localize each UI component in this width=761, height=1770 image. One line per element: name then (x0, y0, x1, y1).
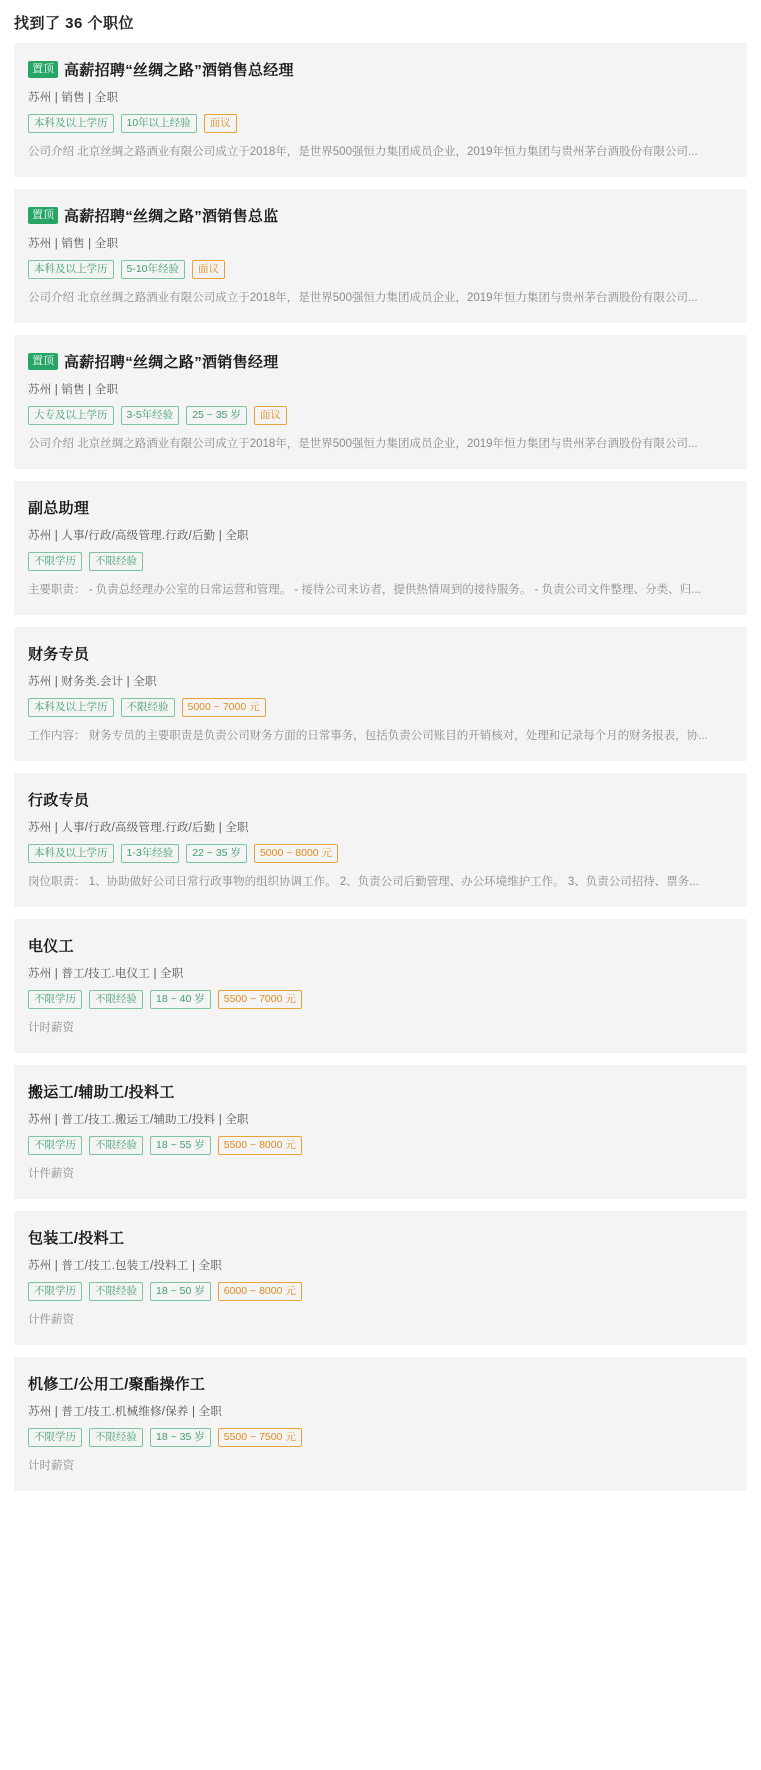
job-title-row (28, 789, 733, 810)
job-card[interactable] (14, 335, 747, 469)
job-list (0, 43, 761, 1491)
job-card[interactable] (14, 189, 747, 323)
job-tag: 本科及以上学历 (28, 698, 114, 717)
job-tag: 3-5年经验 (121, 406, 180, 425)
job-title-row (28, 1081, 733, 1102)
job-description: 主要职责： - 负责总经理办公室的日常运营和管理。 - 接待公司来访者，提供热情周到的接待服务。 - 负责公司文件整理、分类、归... (28, 584, 701, 596)
job-card[interactable] (14, 1357, 747, 1491)
job-title-row (28, 1227, 733, 1248)
job-tag: 不限经验 (89, 990, 143, 1009)
job-tag: 不限经验 (89, 552, 143, 571)
job-tag-row (28, 698, 733, 717)
job-meta: 苏州 | 销售 | 全职 (28, 238, 119, 250)
job-card[interactable] (14, 43, 747, 177)
job-tag-row (28, 1136, 733, 1155)
job-meta: 苏州 | 普工/技工.包装工/投料工 | 全职 (28, 1260, 222, 1272)
job-title[interactable]: 电仪工 (28, 938, 74, 955)
job-tag: 25 ~ 35 岁 (186, 406, 247, 425)
job-tag: 大专及以上学历 (28, 406, 114, 425)
job-description: 计时薪资 (28, 1460, 74, 1472)
job-description: 公司介绍 北京丝绸之路酒业有限公司成立于2018年，是世界500强恒力集团成员企业，2019年恒力集团与贵州茅台酒股份有限公司... (28, 292, 698, 304)
job-card[interactable] (14, 627, 747, 761)
job-tag: 10年以上经验 (121, 114, 197, 133)
job-meta: 苏州 | 人事/行政/高级管理.行政/后勤 | 全职 (28, 822, 249, 834)
job-tag: 面议 (192, 260, 225, 279)
job-tag: 不限学历 (28, 552, 82, 571)
job-title-row (28, 935, 733, 956)
job-title[interactable]: 高薪招聘“丝绸之路”酒销售总经理 (64, 62, 294, 79)
job-tag: 不限学历 (28, 1282, 82, 1301)
job-tag: 18 ~ 35 岁 (150, 1428, 211, 1447)
job-tag: 不限经验 (121, 698, 175, 717)
job-description: 计件薪资 (28, 1314, 74, 1326)
job-title-row (28, 643, 733, 664)
job-tag: 6000 ~ 8000 元 (218, 1282, 302, 1301)
job-description: 公司介绍 北京丝绸之路酒业有限公司成立于2018年，是世界500强恒力集团成员企业，2019年恒力集团与贵州茅台酒股份有限公司... (28, 438, 698, 450)
job-meta: 苏州 | 普工/技工.电仪工 | 全职 (28, 968, 184, 980)
job-card[interactable] (14, 1065, 747, 1199)
job-tag-row (28, 844, 733, 863)
job-tag: 5-10年经验 (121, 260, 186, 279)
job-tag-row (28, 990, 733, 1009)
job-tag: 18 ~ 55 岁 (150, 1136, 211, 1155)
job-title-row (28, 351, 733, 372)
job-tag: 18 ~ 50 岁 (150, 1282, 211, 1301)
job-tag: 不限经验 (89, 1136, 143, 1155)
job-tag: 本科及以上学历 (28, 114, 114, 133)
job-card[interactable] (14, 919, 747, 1053)
job-title-row (28, 205, 733, 226)
job-tag: 1-3年经验 (121, 844, 180, 863)
job-title[interactable]: 副总助理 (28, 500, 90, 517)
job-tag: 不限学历 (28, 990, 82, 1009)
job-description: 工作内容： 财务专员的主要职责是负责公司财务方面的日常事务，包括负责公司账目的开销核对，处理和记录每个月的财务报表，协... (28, 730, 708, 742)
job-meta: 苏州 | 财务类.会计 | 全职 (28, 676, 157, 688)
job-title[interactable]: 机修工/公用工/聚酯操作工 (28, 1376, 206, 1393)
job-tag: 5000 ~ 8000 元 (254, 844, 338, 863)
job-description: 岗位职责： 1、协助做好公司日常行政事物的组织协调工作。 2、负责公司后勤管理、办公环境维护工作。 3、负责公司招待、票务... (28, 876, 699, 888)
job-tag: 面议 (204, 114, 237, 133)
job-title-row (28, 1373, 733, 1394)
job-card[interactable] (14, 773, 747, 907)
results-count-header: 找到了 36 个职位 (14, 15, 135, 32)
job-tag: 不限经验 (89, 1282, 143, 1301)
job-meta: 苏州 | 销售 | 全职 (28, 92, 119, 104)
job-meta: 苏州 | 普工/技工.搬运工/辅助工/投料 | 全职 (28, 1114, 249, 1126)
job-meta: 苏州 | 人事/行政/高级管理.行政/后勤 | 全职 (28, 530, 249, 542)
job-tag: 5500 ~ 7500 元 (218, 1428, 302, 1447)
job-card[interactable] (14, 481, 747, 615)
job-tag: 不限经验 (89, 1428, 143, 1447)
job-tag: 5000 ~ 7000 元 (182, 698, 266, 717)
pinned-badge: 置顶 (28, 207, 58, 224)
job-tag-row (28, 406, 733, 425)
job-tag: 5500 ~ 8000 元 (218, 1136, 302, 1155)
job-tag: 5500 ~ 7000 元 (218, 990, 302, 1009)
job-tag: 不限学历 (28, 1428, 82, 1447)
job-tag-row (28, 1282, 733, 1301)
job-tag: 本科及以上学历 (28, 260, 114, 279)
job-description: 计时薪资 (28, 1022, 74, 1034)
job-tag-row (28, 1428, 733, 1447)
job-tag: 面议 (254, 406, 287, 425)
job-title[interactable]: 高薪招聘“丝绸之路”酒销售经理 (64, 354, 279, 371)
job-title[interactable]: 搬运工/辅助工/投料工 (28, 1084, 175, 1101)
job-card[interactable] (14, 1211, 747, 1345)
job-tag: 22 ~ 35 岁 (186, 844, 247, 863)
job-title-row (28, 497, 733, 518)
job-tag: 18 ~ 40 岁 (150, 990, 211, 1009)
job-meta: 苏州 | 普工/技工.机械维修/保养 | 全职 (28, 1406, 222, 1418)
pinned-badge: 置顶 (28, 61, 58, 78)
job-tag-row (28, 260, 733, 279)
job-title[interactable]: 行政专员 (28, 792, 90, 809)
job-tag: 本科及以上学历 (28, 844, 114, 863)
pinned-badge: 置顶 (28, 353, 58, 370)
job-tag-row (28, 114, 733, 133)
job-title[interactable]: 高薪招聘“丝绸之路”酒销售总监 (64, 208, 279, 225)
job-meta: 苏州 | 销售 | 全职 (28, 384, 119, 396)
job-title[interactable]: 财务专员 (28, 646, 90, 663)
job-title[interactable]: 包装工/投料工 (28, 1230, 125, 1247)
job-description: 计件薪资 (28, 1168, 74, 1180)
job-tag-row (28, 552, 733, 571)
job-title-row (28, 59, 733, 80)
job-description: 公司介绍 北京丝绸之路酒业有限公司成立于2018年，是世界500强恒力集团成员企业，2019年恒力集团与贵州茅台酒股份有限公司... (28, 146, 698, 158)
job-tag: 不限学历 (28, 1136, 82, 1155)
